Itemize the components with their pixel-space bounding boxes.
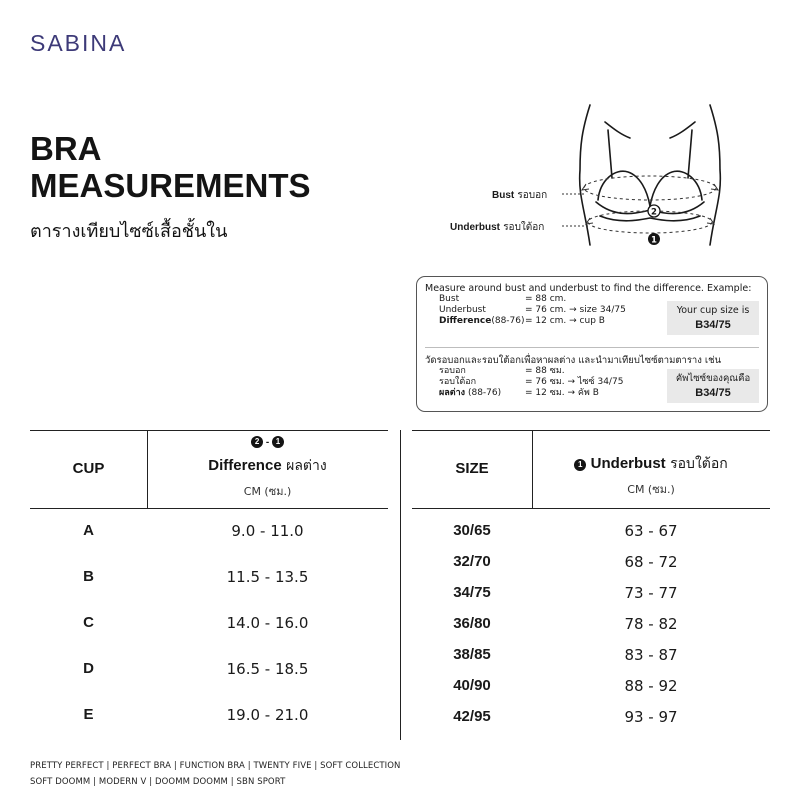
example-label (439, 388, 501, 399)
difference-cell: 19.0 - 21.0 (226, 706, 309, 724)
bust-label-en: Bust (492, 190, 515, 201)
cup-result-box-en (667, 301, 759, 335)
size-cell: 40/90 (453, 677, 491, 694)
underbust-cell: 68 - 72 (624, 553, 678, 571)
footer-line-1: PRETTY PERFECT | PERFECT BRA | FUNCTION BRA | TWENTY FIVE | SOFT COLLECTION (30, 761, 401, 771)
underbust-cell: 73 - 77 (624, 584, 678, 602)
example-value: = 12 cm. → cup B (525, 316, 605, 326)
difference-cell: 14.0 - 16.0 (226, 614, 309, 632)
underbust-cell: 88 - 92 (624, 677, 678, 695)
underbust-cell: 83 - 87 (624, 646, 678, 664)
cup-result-text: Your cup size is (676, 305, 750, 316)
tables-center-divider (400, 430, 401, 740)
size-cell: 38/85 (453, 646, 491, 663)
underbust-column-header (532, 453, 770, 498)
footer-line-2: SOFT DOOMM | MODERN V | DOOMM DOOMM | SBN SPORT (30, 777, 286, 787)
difference-header-en: Difference (208, 457, 282, 474)
size-cell: 34/75 (453, 584, 491, 601)
brand-logo: SABINA (30, 30, 127, 56)
example-label: รอบใต้อก (439, 377, 477, 387)
cup-result-value: B34/75 (695, 319, 731, 331)
example-divider (425, 347, 759, 348)
underbust-cell: 78 - 82 (624, 615, 678, 633)
difference-header-th: ผลต่าง (286, 458, 327, 474)
size-cell: 32/70 (453, 553, 491, 570)
difference-column-header (147, 436, 388, 500)
cup-table-header-rule (30, 508, 388, 509)
underbust-label (450, 220, 544, 235)
difference-cell: 9.0 - 11.0 (231, 522, 304, 540)
example-label-strong: ผลต่าง (439, 388, 466, 398)
marker-1-icon: 1 (272, 436, 284, 448)
cup-column-header: CUP (72, 460, 105, 477)
cup-cell: E (83, 706, 94, 723)
marker-1-label: 1 (651, 235, 657, 246)
size-column-header: SIZE (455, 460, 489, 477)
cup-cell: A (83, 522, 94, 539)
example-label-extra: (88-76) (467, 388, 502, 398)
size-cell: 36/80 (453, 615, 491, 632)
marker-2-icon: 2 (251, 436, 263, 448)
underbust-label-en: Underbust (450, 222, 500, 233)
example-label (439, 316, 525, 327)
cup-result-value: B34/75 (695, 387, 731, 399)
underbust-unit: CM (ซม.) (627, 483, 675, 496)
example-value: = 88 cm. (525, 294, 567, 304)
underbust-label-th: รอบใต้อก (503, 222, 545, 233)
bust-label-th: รอบอก (517, 190, 548, 201)
cup-table-top-rule (30, 430, 388, 431)
difference-cell: 16.5 - 18.5 (226, 660, 309, 678)
example-box (416, 276, 768, 412)
page-title (30, 130, 311, 204)
example-en-heading: Measure around bust and underbust to find the difference. Example: (425, 283, 752, 294)
bust-label (492, 188, 547, 203)
marker-2-label: 2 (651, 207, 657, 218)
example-label-strong: Difference (439, 316, 492, 326)
example-label-extra: (88-76) (491, 316, 525, 326)
underbust-header-en: Underbust (590, 455, 666, 472)
title-line-1: BRA (30, 130, 102, 167)
underbust-cell: 63 - 67 (624, 522, 678, 540)
example-label: Underbust (439, 305, 486, 315)
cup-result-box-th (667, 369, 759, 403)
underbust-header-th: รอบใต้อก (670, 456, 728, 472)
difference-cell: 11.5 - 13.5 (226, 568, 309, 586)
marker-1-icon: 1 (574, 459, 586, 471)
cup-result-text: คัพไซซ์ของคุณคือ (675, 373, 751, 384)
size-cell: 30/65 (453, 522, 491, 539)
example-label: Bust (439, 294, 460, 304)
size-table-top-rule (412, 430, 770, 431)
size-cell: 42/95 (453, 708, 491, 725)
collections-footer (30, 758, 401, 790)
size-table-header-rule (412, 508, 770, 509)
example-value: = 76 ซม. → ไซซ์ 34/75 (525, 377, 624, 387)
title-line-2: MEASUREMENTS (30, 167, 311, 204)
example-label: รอบอก (439, 366, 466, 376)
example-value: = 76 cm. → size 34/75 (525, 305, 626, 315)
marks-dash: - (265, 437, 270, 448)
cup-cell: B (83, 568, 94, 585)
difference-unit: CM (ซม.) (243, 485, 292, 498)
underbust-cell: 93 - 97 (624, 708, 678, 726)
example-th-heading: วัดรอบอกและรอบใต้อกเพื่อหาผลต่าง และนำมาเทียบไซซ์ตามตาราง เช่น (425, 355, 722, 366)
difference-marks (147, 436, 388, 450)
example-value: = 88 ซม. (525, 366, 565, 376)
cup-cell: C (83, 614, 94, 631)
example-value: = 12 ซม. → คัพ B (525, 388, 599, 398)
cup-cell: D (83, 660, 94, 677)
page-subtitle: ตารางเทียบไซซ์เสื้อชั้นใน (30, 221, 228, 242)
